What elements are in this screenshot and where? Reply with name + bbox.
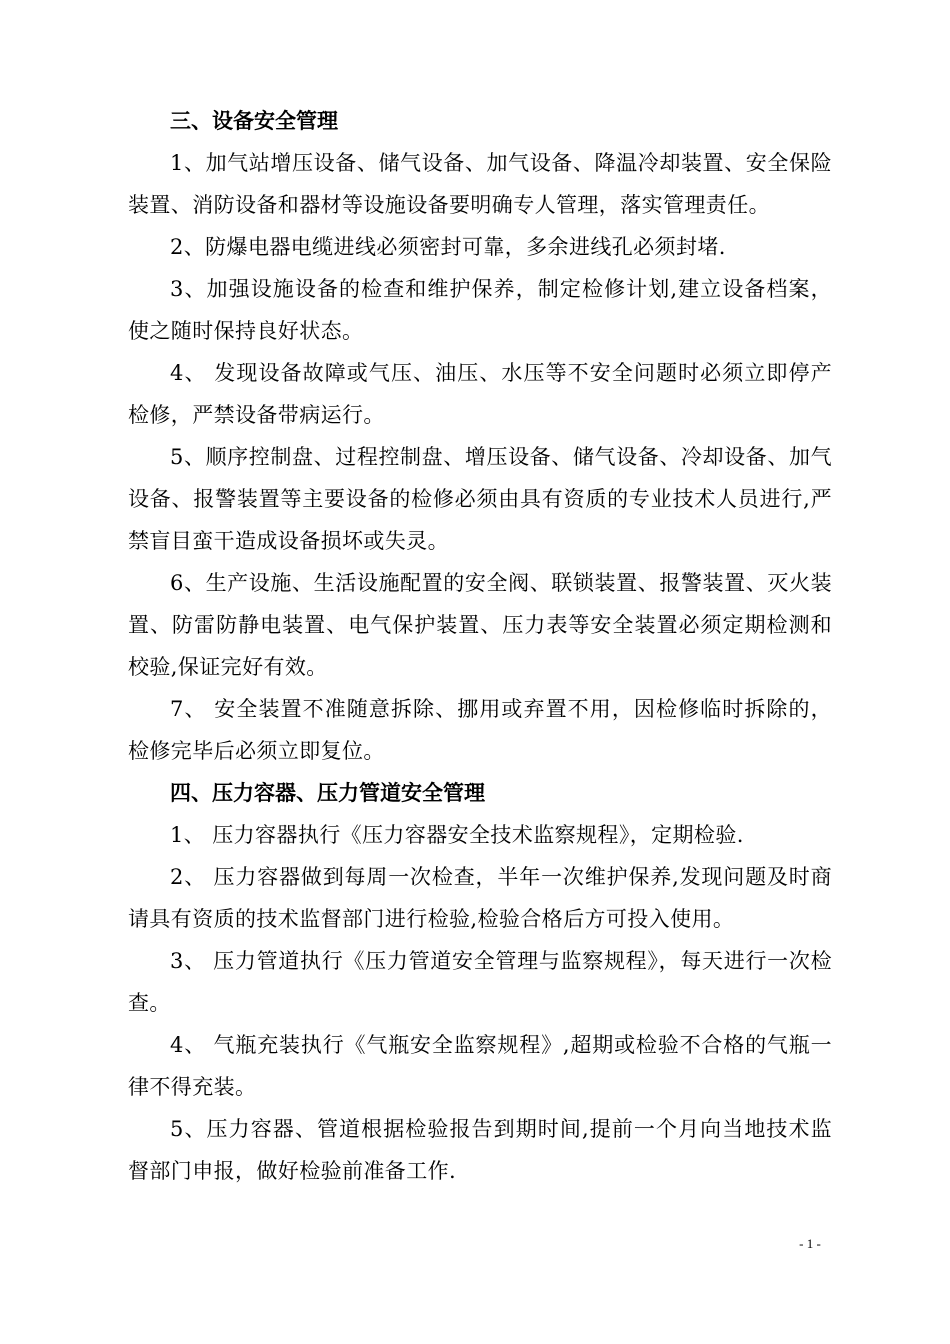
section-heading-pressure-vessel-safety: 四、压力容器、压力管道安全管理 bbox=[170, 780, 485, 805]
section-heading-equipment-safety: 三、设备安全管理 bbox=[170, 108, 338, 133]
section-2-item-4: 4、 气瓶充装执行《气瓶安全监察规程》,超期或检验不合格的气瓶一律不得充装。 bbox=[128, 1033, 832, 1099]
section-1-item-4: 4、 发现设备故障或气压、油压、水压等不安全问题时必须立即停产检修，严禁设备带病运行。 bbox=[128, 361, 832, 427]
section-1-item-6: 6、生产设施、生活设施配置的安全阀、联锁装置、报警装置、灭火装置、防雷防静电装置、电气保护装置、压力表等安全装置必须定期检测和校验,保证完好有效。 bbox=[128, 571, 832, 679]
section-2-item-1: 1、 压力容器执行《压力容器安全技术监察规程》，定期检验. bbox=[170, 823, 744, 847]
section-1-item-7: 7、 安全装置不准随意拆除、挪用或弃置不用，因检修临时拆除的，检修完毕后必须立即复位。 bbox=[128, 697, 832, 763]
section-1-item-5: 5、顺序控制盘、过程控制盘、增压设备、储气设备、冷却设备、加气设备、报警装置等主要设备的检修必须由具有资质的专业技术人员进行,严禁盲目蛮干造成设备损坏或失灵。 bbox=[128, 445, 832, 553]
section-2-item-5: 5、压力容器、管道根据检验报告到期时间,提前一个月向当地技术监督部门申报，做好检验前准备工作. bbox=[128, 1117, 832, 1183]
page-number: - 1 - bbox=[799, 1236, 821, 1251]
section-1-item-1: 1、加气站增压设备、储气设备、加气设备、降温冷却装置、安全保险装置、消防设备和器材等设施设备要明确专人管理，落实管理责任。 bbox=[128, 151, 832, 217]
section-2-item-3: 3、 压力管道执行《压力管道安全管理与监察规程》，每天进行一次检查。 bbox=[128, 949, 832, 1015]
document-body bbox=[128, 100, 832, 1192]
section-1-item-2: 2、防爆电器电缆进线必须密封可靠，多余进线孔必须封堵. bbox=[170, 235, 726, 259]
section-1-item-3: 3、加强设施设备的检查和维护保养，制定检修计划,建立设备档案，使之随时保持良好状态。 bbox=[128, 277, 832, 343]
section-2-item-2: 2、 压力容器做到每周一次检查，半年一次维护保养,发现问题及时商请具有资质的技术监督部门进行检验,检验合格后方可投入使用。 bbox=[128, 865, 832, 931]
